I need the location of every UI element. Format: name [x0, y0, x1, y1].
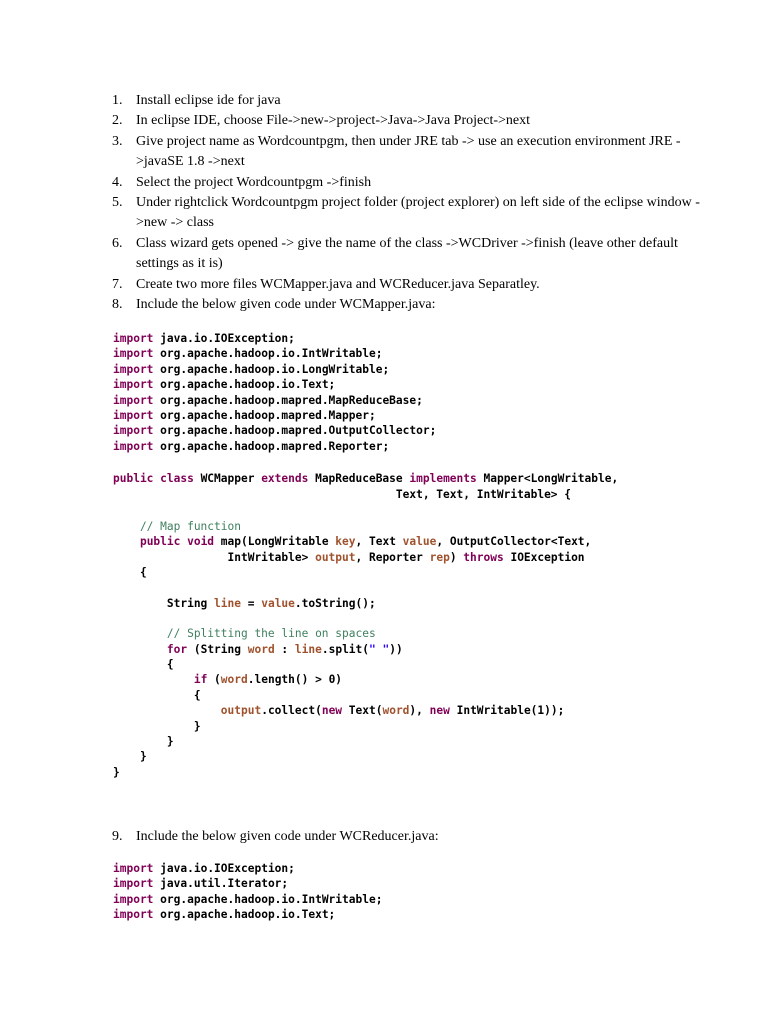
step-item: 8. Include the below given code under WCMapper.java:: [112, 297, 436, 313]
instruction-steps: [112, 91, 712, 315]
step-item: 2. In eclipse IDE, choose File->new->project->Java->Java Project->next: [112, 113, 531, 129]
import-line: import org.apache.hadoop.mapred.OutputCollector;: [113, 424, 437, 438]
step-item: 6. Class wizard gets opened -> give the name of the class ->WCDriver ->finish (leave other default settings as it is): [112, 235, 678, 272]
brace: {: [113, 688, 201, 702]
step-item: 4. Select the project Wordcountpgm ->finish: [112, 174, 372, 190]
brace: }: [113, 765, 120, 779]
collect-call: output.collect(new Text(word), new IntWritable(1));: [220, 704, 565, 718]
class-declaration: public class WCMapper extends MapReduceBase implements Mapper<LongWritable,: [113, 472, 619, 486]
brace: }: [113, 734, 174, 748]
map-signature: public void map(LongWritable key, Text value, OutputCollector<Text,: [139, 535, 592, 549]
code-comment: // Map function: [113, 520, 241, 534]
step-item: 1. Install eclipse ide for java: [112, 93, 281, 108]
import-line: import java.io.IOException;: [113, 332, 295, 345]
brace: }: [113, 719, 201, 733]
import-line: import org.apache.hadoop.mapred.MapReduceBase;: [113, 393, 423, 407]
step-item: 7. Create two more files WCMapper.java and WCReducer.java Separatley.: [112, 276, 540, 292]
line-declaration: String line = value.toString();: [113, 596, 376, 610]
step-item: 5. Under rightclick Wordcountpgm project folder (project explorer) on left side of the eclipse window ->new -> class: [112, 195, 700, 231]
class-declaration-cont: Text, Text, IntWritable> {: [113, 487, 572, 501]
import-line: import org.apache.hadoop.io.IntWritable;: [113, 347, 383, 361]
import-line: import org.apache.hadoop.io.Text;: [113, 378, 336, 392]
reducer-code-block: [113, 861, 713, 923]
code-comment: // Splitting the line on spaces: [113, 627, 376, 641]
import-line: import java.util.Iterator;: [113, 877, 289, 891]
brace: {: [113, 566, 147, 580]
import-line: import org.apache.hadoop.io.Text;: [113, 908, 336, 922]
import-line: import org.apache.hadoop.io.IntWritable;: [113, 892, 383, 906]
brace: {: [113, 657, 174, 671]
step-item: 9. Include the below given code under WCReducer.java:: [112, 829, 439, 844]
step-item: 3. Give project name as Wordcountpgm, then under JRE tab -> use an execution environment JRE ->javaSE 1.8 ->next: [112, 133, 681, 170]
import-line: import org.apache.hadoop.io.LongWritable;: [113, 362, 390, 376]
mapper-code-block: [113, 331, 713, 780]
for-loop: for (String word : line.split(" ")): [166, 642, 403, 656]
import-line: import org.apache.hadoop.mapred.Reporter;: [113, 439, 390, 453]
import-line: import org.apache.hadoop.mapred.Mapper;: [113, 409, 376, 423]
brace: }: [113, 750, 147, 764]
if-statement: if (word.length() > 0): [193, 673, 343, 687]
map-signature-cont: IntWritable> output, Reporter rep) throws IOException: [113, 550, 585, 564]
import-line: import java.io.IOException;: [113, 862, 295, 875]
